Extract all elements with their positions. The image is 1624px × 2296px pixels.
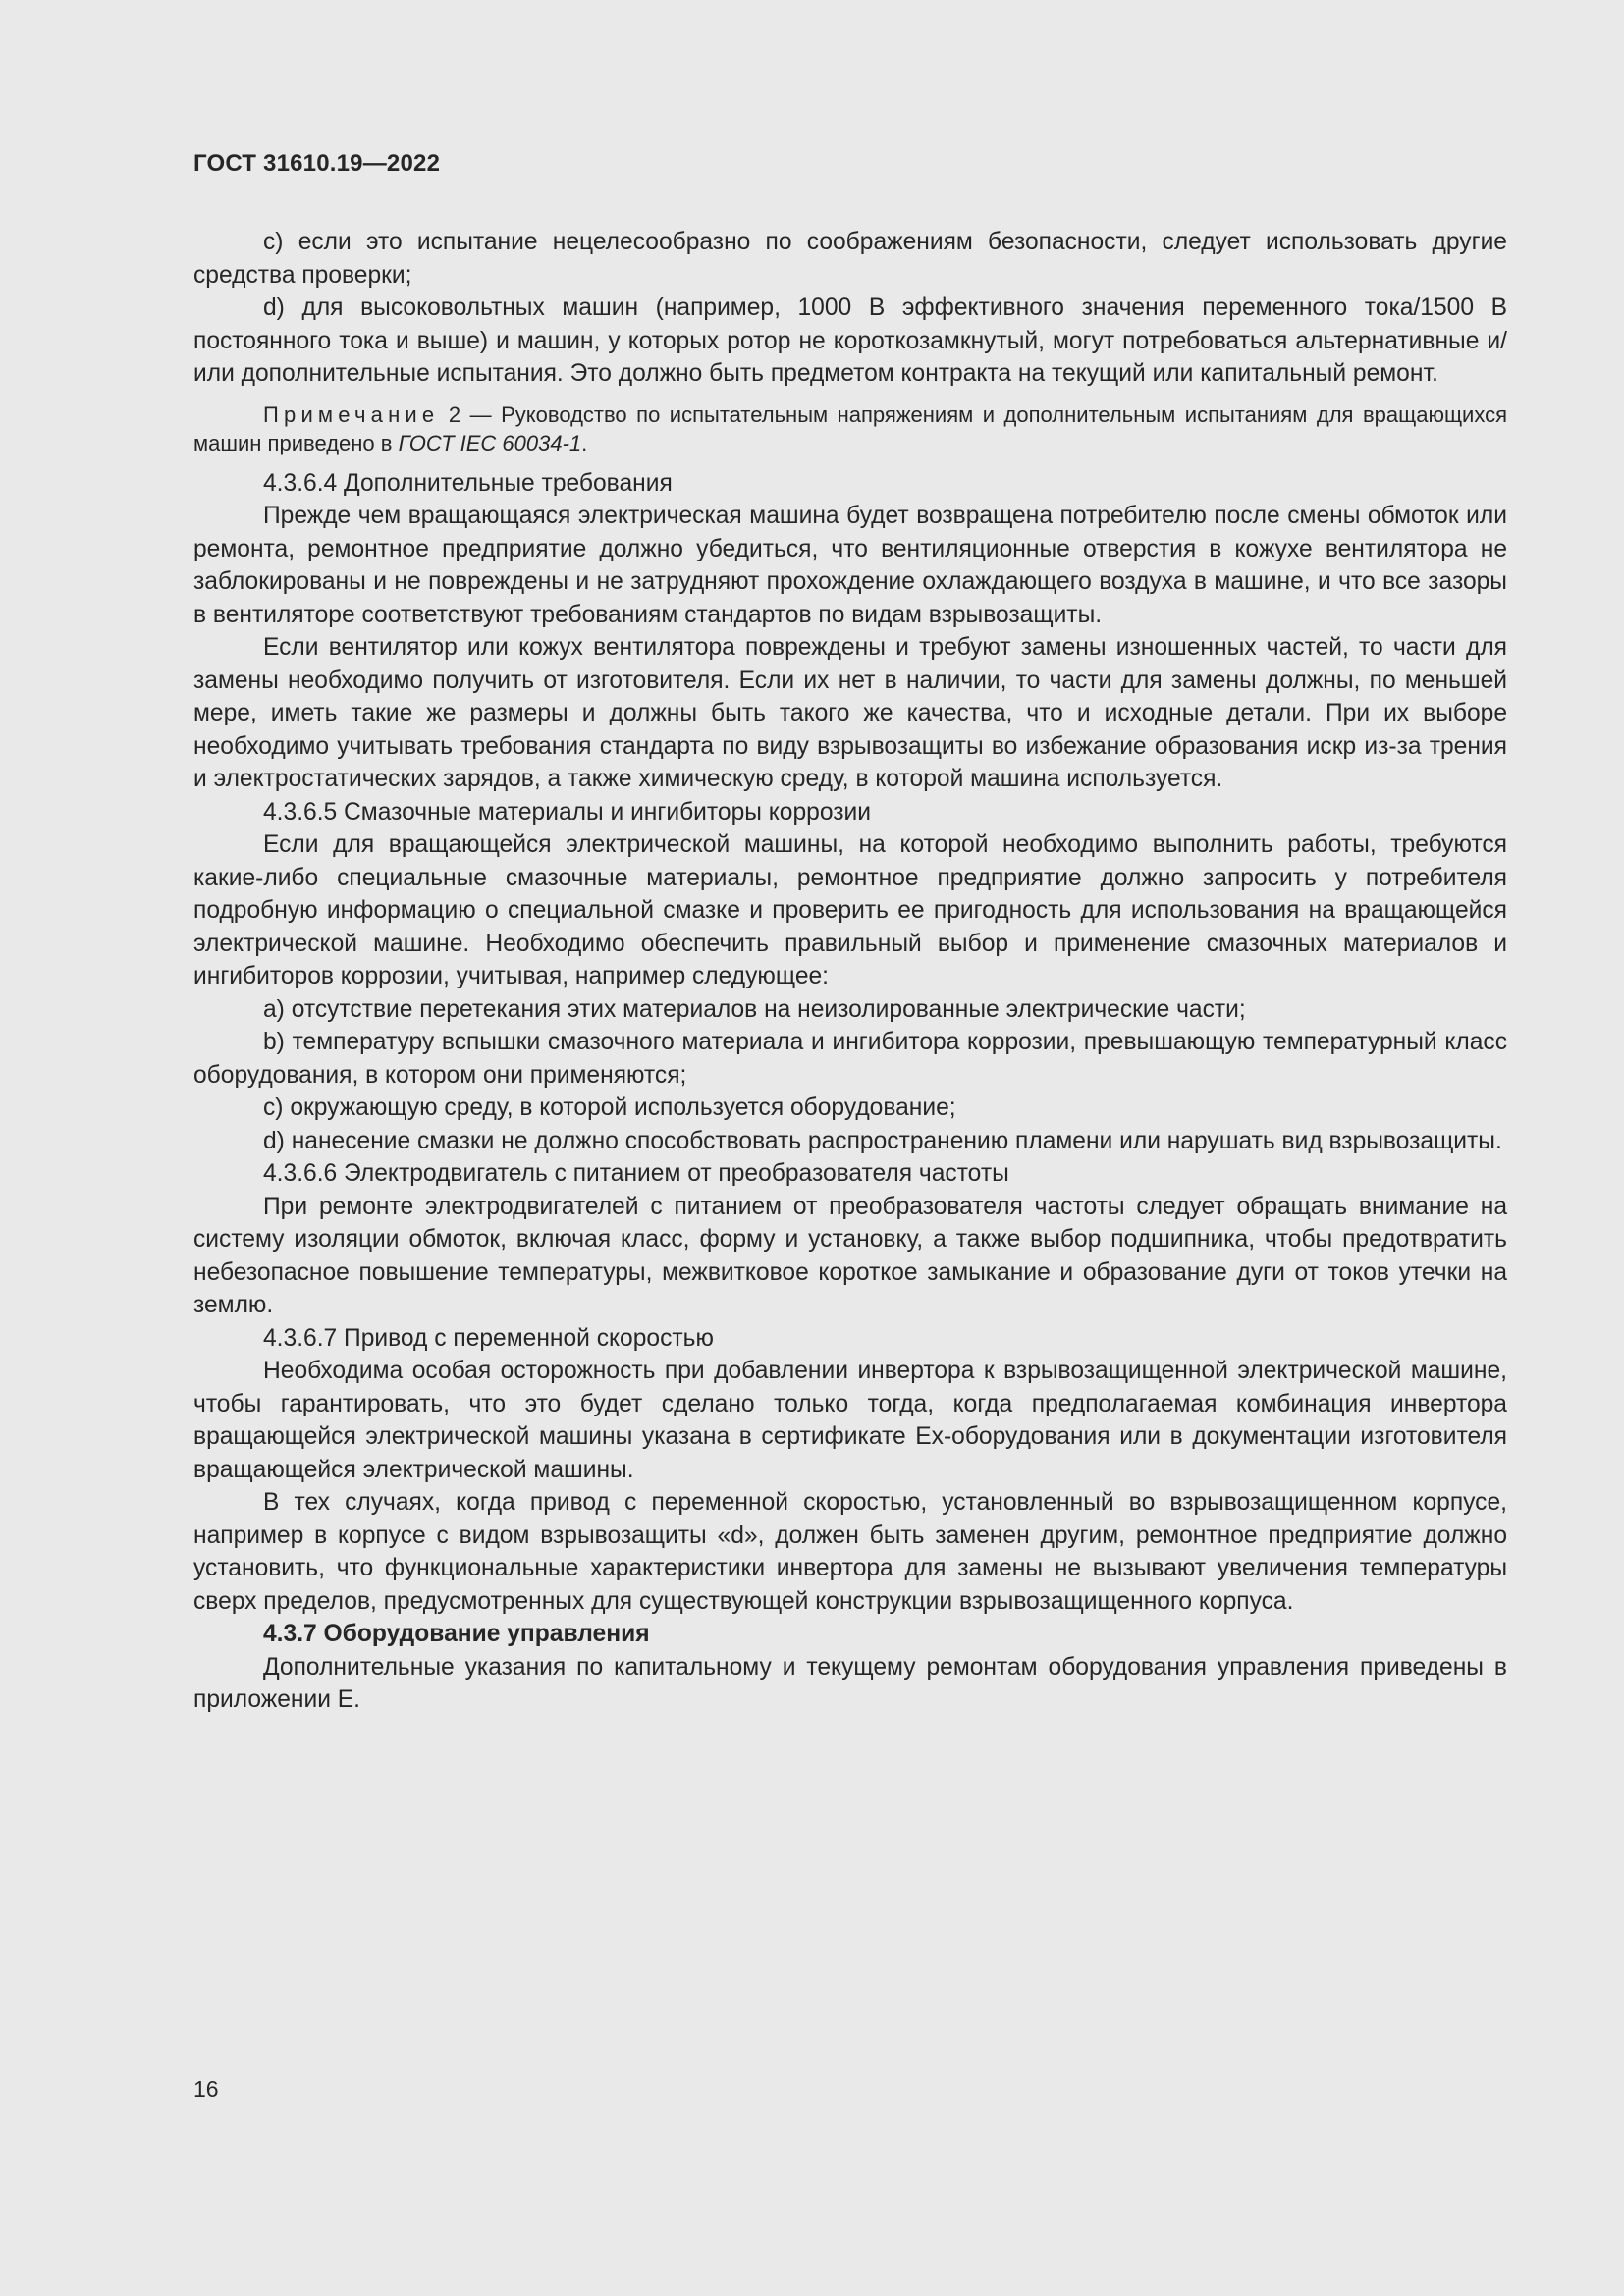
note-reference: ГОСТ IEC 60034-1	[398, 430, 582, 455]
section-4367-paragraph-2: В тех случаях, когда привод с переменной скоростью, установленный во взрывозащищенном корпусе, например в корпусе с видом взрывозащиты «d», должен быть заменен другим, ремонтное предприятие должно установить, что функциональные характеристики инвертора для замены не вызывают увеличения температуры сверх пределов, предусмотренных для существующей конструкции взрывозащищенного корпуса.	[193, 1489, 1507, 1615]
section-4365-item-b: b) температуру вспышки смазочного материала и ингибитора коррозии, превышающую температурный класс оборудования, в котором они применяются;	[193, 1029, 1508, 1089]
section-4364-paragraph-2: Если вентилятор или кожух вентилятора повреждены и требуют замены изношенных частей, то части для замены необходимо получить от изготовителя. Если их нет в наличии, то части для замены должны, по меньшей мере, иметь такие же размеры и должны быть такого же качества, что и исходные детали. При их выборе необходимо учитывать требования стандарта по виду взрывозащиты во избежание образования искр из-за трения и электростатических зарядов, а также химическую среду, в которой машина используется.	[193, 634, 1507, 792]
section-437-paragraph-1: Дополнительные указания по капитальному и текущему ремонтам оборудования управления приведены в приложении E.	[193, 1653, 1507, 1713]
section-4365-item-a: a) отсутствие перетекания этих материалов на неизолированные электрические части;	[263, 995, 1246, 1023]
list-item-d: d) для высоковольтных машин (например, 1000 В эффективного значения переменного тока/1500 В постоянного тока и выше) и машин, у которых ротор не короткозамкнутый, могут потребоваться альтернативные и/или дополнительные испытания. Это должно быть предметом контракта на текущий или капитальный ремонт.	[193, 294, 1507, 387]
note-text: 2 — Руководство по испытательным напряжениям и дополнительным испытаниям для вращающихся машин приведено в	[193, 401, 1507, 455]
list-item-c: c) если это испытание нецелесообразно по соображениям безопасности, следует использовать другие средства проверки;	[193, 229, 1507, 289]
section-4365-item-d: d) нанесение смазки не должно способствовать распространению пламени или нарушать вид взрывозащиты.	[263, 1127, 1502, 1154]
section-4365-title: 4.3.6.5 Смазочные материалы и ингибиторы коррозии	[263, 798, 871, 826]
section-4364-paragraph-1: Прежде чем вращающаяся электрическая машина будет возвращена потребителю после смены обмоток или ремонта, ремонтное предприятие должно убедиться, что вентиляционные отверстия в кожухе вентилятора не заблокированы и не повреждены и не затрудняют прохождение охлаждающего воздуха в машине, и что все зазоры в вентиляторе соответствуют требованиям стандартов по видам взрывозащиты.	[193, 503, 1507, 628]
document-code-header: ГОСТ 31610.19—2022	[193, 150, 441, 177]
page-number: 16	[193, 2076, 219, 2102]
document-body	[193, 226, 1507, 1717]
section-4366-paragraph-1: При ремонте электродвигателей с питанием от преобразователя частоты следует обращать внимание на систему изоляции обмоток, включая класс, форму и установку, а также выбор подшипника, чтобы предотвратить небезопасное повышение температуры, межвитковое короткое замыкание и образование дуги от токов утечки на землю.	[193, 1193, 1507, 1318]
note-end: .	[581, 430, 588, 455]
section-4367-title: 4.3.6.7 Привод с переменной скоростью	[263, 1324, 714, 1352]
section-4366-title: 4.3.6.6 Электродвигатель с питанием от преобразователя частоты	[263, 1160, 1009, 1187]
note-label: Примечание	[263, 401, 440, 427]
section-4367-paragraph-1: Необходима особая осторожность при добавлении инвертора к взрывозащищенной электрической машине, чтобы гарантировать, что это будет сделано только тогда, когда предполагаемая комбинация инвертора вращающейся электрической машины указана в сертификате Ex-оборудования или в документации изготовителя вращающейся электрической машины.	[193, 1358, 1507, 1483]
note-2	[193, 400, 1507, 457]
section-4365-paragraph-1: Если для вращающейся электрической машины, на которой необходимо выполнить работы, требуются какие-либо специальные смазочные материалы, ремонтное предприятие должно запросить у потребителя подробную информацию о специальной смазке и проверить ее пригодность для использования на вращающейся электрической машине. Необходимо обеспечить правильный выбор и применение смазочных материалов и ингибиторов коррозии, учитывая, например следующее:	[193, 831, 1507, 989]
section-4365-item-c: c) окружающую среду, в которой используется оборудование;	[263, 1095, 956, 1121]
section-437-title: 4.3.7 Оборудование управления	[263, 1621, 650, 1647]
section-4364-title: 4.3.6.4 Дополнительные требования	[263, 469, 673, 497]
